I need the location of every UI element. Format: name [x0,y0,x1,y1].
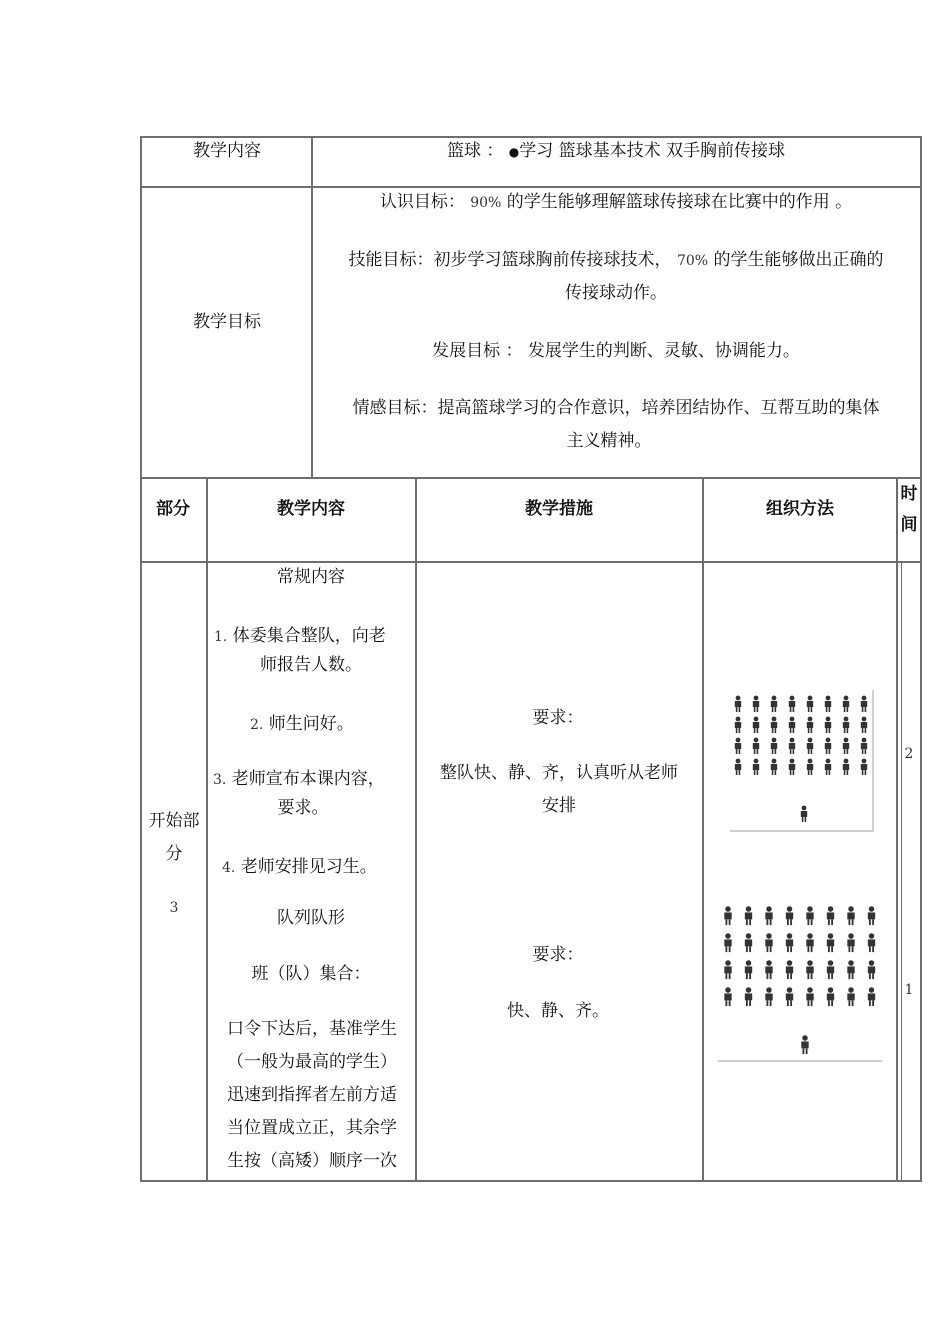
student-figure [786,960,793,979]
column-divider [311,136,313,479]
routine-item-2: 2. 师生问好。 [250,714,354,734]
student-figure [827,987,834,1006]
goals-label: 教学目标 [193,312,261,332]
student-figure [807,696,813,712]
column-divider [415,477,417,1182]
student-figure [806,906,813,925]
student-figure [745,933,752,952]
student-figure [868,960,875,979]
requirement-1-text: 整队快、静、齐，认真听从老师 [440,763,678,783]
header-content: 教学内容 [277,499,345,519]
requirement-2-text: 快、静、齐。 [507,1001,609,1021]
routine-item-1-cont: 师报告人数。 [260,655,362,675]
student-figure [786,987,793,1006]
goal-skill-cont: 传接球动作。 [565,283,667,303]
goal-skill: 技能目标：初步学习篮球胸前传接球技术， 70% 的学生能够做出正确的 [348,250,884,270]
column-divider [206,477,208,1182]
student-figure [771,738,777,754]
formation-diagram-1 [730,690,874,832]
assembly-line-5: 生按（高矮）顺序一次 [227,1151,397,1171]
student-figure [807,738,813,754]
time-value-1: 2 [904,746,914,762]
student-figure [724,933,731,952]
student-figure [861,738,867,754]
header-part: 部分 [156,499,190,519]
row-divider [140,477,922,479]
part-label: 开始部 [148,811,200,831]
header-time-1: 时 [900,484,918,504]
student-figure [868,987,875,1006]
student-figure [827,933,834,952]
teacher-figure [801,806,807,822]
student-figure [825,759,831,775]
student-figure [753,738,759,754]
student-figure [724,960,731,979]
student-figure [843,717,849,733]
class-assembly: 班（队）集合： [251,964,371,984]
assembly-line-4: 当位置成立正，其余学 [227,1118,397,1138]
part-minutes: 3 [169,900,179,916]
header-time-2: 间 [900,515,918,535]
goal-emotion: 情感目标：提高篮球学习的合作意识，培养团结协作、互帮互助的集体 [352,398,880,418]
teacher-figure [801,1035,808,1054]
student-figure [807,759,813,775]
routine-item-1: 1. 体委集合整队，向老 [214,626,386,646]
student-figure [753,717,759,733]
routine-item-4: 4. 老师安排见习生。 [222,857,377,877]
requirement-1-label: 要求： [532,708,584,728]
formation-figures [730,690,872,830]
row-divider [140,561,922,563]
student-figure [806,987,813,1006]
part-label-cont: 分 [165,844,183,864]
student-figure [807,717,813,733]
goal-emotion-cont: 主义精神。 [566,431,652,451]
table-border-left [140,136,142,1182]
student-figure [765,960,772,979]
column-divider [702,477,704,1182]
table-border-top [140,136,922,138]
student-figure [735,717,741,733]
assembly-line-2: （一般为最高的学生） [227,1052,397,1072]
requirement-1-text-cont: 安排 [542,796,576,816]
assembly-line-1: 口令下达后，基准学生 [227,1019,397,1039]
student-figure [789,738,795,754]
student-figure [843,738,849,754]
student-figure [825,738,831,754]
student-figure [789,759,795,775]
student-figure [765,987,772,1006]
header-organization: 组织方法 [766,499,834,519]
formation-figures [718,898,882,1060]
student-figure [861,759,867,775]
student-figure [827,960,834,979]
student-figure [847,906,854,925]
student-figure [825,717,831,733]
student-figure [735,759,741,775]
content-value: 篮球 ： ●学习 篮球基本技术 双手胸前传接球 [446,141,786,161]
student-figure [765,933,772,952]
student-figure [868,906,875,925]
routine-item-3: 3. 老师宣布本课内容， [213,769,385,789]
student-figure [771,717,777,733]
formation-title: 队列队形 [277,908,345,928]
student-figure [789,696,795,712]
header-measures: 教学措施 [525,499,593,519]
time-value-2: 1 [904,982,914,998]
student-figure [861,717,867,733]
student-figure [735,696,741,712]
student-figure [724,906,731,925]
bullet-icon: ● [508,145,520,159]
student-figure [843,696,849,712]
student-figure [868,933,875,952]
student-figure [786,906,793,925]
content-label: 教学内容 [193,141,261,161]
student-figure [806,933,813,952]
student-figure [847,933,854,952]
student-figure [789,717,795,733]
student-figure [843,759,849,775]
student-figure [753,696,759,712]
student-figure [771,696,777,712]
student-figure [735,738,741,754]
routine-item-3-cont: 要求。 [277,798,329,818]
student-figure [827,906,834,925]
student-figure [847,960,854,979]
formation-diagram-2 [718,898,882,1062]
row-divider [140,186,922,188]
student-figure [724,987,731,1006]
student-figure [745,906,752,925]
student-figure [825,696,831,712]
student-figure [847,987,854,1006]
requirement-2-label: 要求： [532,945,584,965]
student-figure [786,933,793,952]
student-figure [806,960,813,979]
table-border-right [920,136,922,1182]
student-figure [753,759,759,775]
column-divider [896,477,898,1182]
student-figure [771,759,777,775]
student-figure [861,696,867,712]
table-border-bottom [140,1180,922,1182]
student-figure [745,987,752,1006]
student-figure [745,960,752,979]
student-figure [765,906,772,925]
assembly-line-3: 迅速到指挥者左前方适 [227,1085,397,1105]
column-divider [901,561,902,1182]
goal-cognitive: 认识目标： 90% 的学生能够理解篮球传接球在比赛中的作用 。 [379,192,853,212]
goal-development: 发展目标 ： 发展学生的判断、灵敏、协调能力。 [432,341,800,361]
routine-title: 常规内容 [277,567,345,587]
